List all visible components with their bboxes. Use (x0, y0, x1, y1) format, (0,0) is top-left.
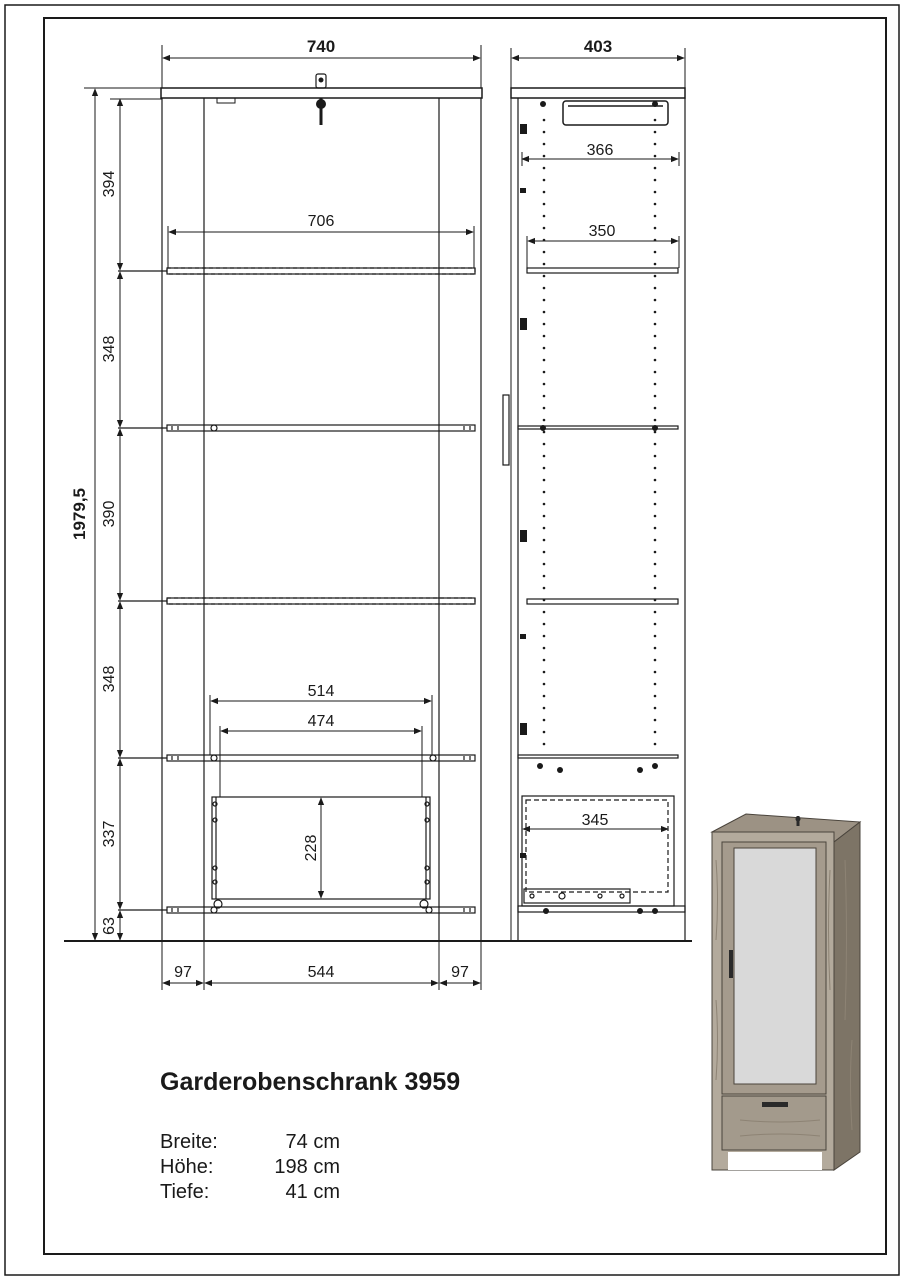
shelf-pin-hole (543, 659, 546, 662)
dim-middle: 544 (307, 964, 335, 981)
side-dimensions (511, 48, 685, 829)
shelf-pin-hole (543, 719, 546, 722)
shelf-pin-hole (654, 455, 657, 458)
shelf-pin-hole (543, 419, 546, 422)
shelf-pin-hole (543, 215, 546, 218)
shelf-pin-hole (654, 491, 657, 494)
lock-icon (316, 74, 326, 125)
shelf-pin-hole (654, 515, 657, 518)
shelf-pin-hole (543, 623, 546, 626)
shelf-pin-hole (543, 131, 546, 134)
shelf-pin-hole (654, 167, 657, 170)
shelf-pin-hole (543, 359, 546, 362)
shelf-pin-hole (654, 347, 657, 350)
shelf-pin-hole (654, 131, 657, 134)
shelf-pin-hole (543, 731, 546, 734)
dim-drawer-front: 514 (307, 683, 335, 700)
shelf-pin-hole (654, 179, 657, 182)
shelf-pin-hole (654, 719, 657, 722)
shelf-pin-hole (543, 467, 546, 470)
shelf-pin-hole (654, 647, 657, 650)
shelf-pin-hole (654, 479, 657, 482)
shelf-pin-hole (543, 539, 546, 542)
shelf-pin-hole (654, 539, 657, 542)
shelf-pin-hole (543, 503, 546, 506)
dim-upper-depth: 366 (586, 142, 614, 159)
spec-row-width (160, 1130, 340, 1155)
mirror-glass (734, 848, 816, 1084)
shelf-pin-hole (654, 611, 657, 614)
shelf-pin-hole (654, 371, 657, 374)
dim-side-right: 97 (451, 964, 469, 981)
shelf-pin-hole (654, 275, 657, 278)
shelf-pin-hole (654, 707, 657, 710)
shelf-pin-hole (654, 527, 657, 530)
shelf-pin-hole (543, 191, 546, 194)
shelf-pin-hole (543, 443, 546, 446)
shelf-pin-hole (654, 215, 657, 218)
spec-value: 198 cm (274, 1156, 340, 1178)
shelf-pin-hole (543, 695, 546, 698)
handle-side (503, 395, 509, 465)
shelf-pin-hole (543, 275, 546, 278)
dim-side-left: 97 (174, 964, 192, 981)
shelf-pin-hole (543, 635, 546, 638)
shelf-pin-hole (654, 335, 657, 338)
shelf-pin-hole (543, 263, 546, 266)
shelf-pin-hole (543, 683, 546, 686)
dim-total-height: 1979,5 (70, 488, 89, 540)
shelf-pin-hole (654, 659, 657, 662)
shelf-pin-hole (543, 479, 546, 482)
shelf-pin-hole (543, 287, 546, 290)
shelf-pin-hole (543, 311, 546, 314)
shelf-pin-hole (543, 371, 546, 374)
shelf-pin-hole (654, 359, 657, 362)
shelf-pin-hole (543, 383, 546, 386)
shelf-pin-hole (543, 455, 546, 458)
shelf-pin-hole (654, 671, 657, 674)
dim-depth: 403 (583, 37, 613, 56)
shelf-pin-hole (654, 623, 657, 626)
shelf-pin-hole (543, 179, 546, 182)
shelf-pin-hole (654, 683, 657, 686)
shelf-pin-hole (543, 395, 546, 398)
shelf-pin-hole (543, 167, 546, 170)
spec-row-depth (160, 1180, 340, 1205)
shelf-pin-hole (654, 731, 657, 734)
shelf-pin-hole (654, 251, 657, 254)
shelf-pin-hole (654, 395, 657, 398)
shelf-pin-hole (654, 431, 657, 434)
shelf-pin-hole (654, 383, 657, 386)
dim-compartment-2: 348 (101, 335, 118, 363)
shelf-pin-hole (543, 491, 546, 494)
shelf-pin-hole (543, 251, 546, 254)
dim-compartment-1: 394 (101, 170, 118, 198)
shelf-pin-hole (654, 563, 657, 566)
shelf-pin-hole (654, 323, 657, 326)
front-dimensions (84, 45, 481, 990)
dim-width: 740 (306, 37, 336, 56)
shelf-pin-hole (654, 743, 657, 746)
spec-label: Tiefe: (160, 1181, 210, 1203)
shelf-pin-hole (543, 563, 546, 566)
shelf-pin-hole (543, 119, 546, 122)
shelf-pin-hole (543, 155, 546, 158)
shelf-pin-hole (543, 335, 546, 338)
shelf-pin-hole (654, 287, 657, 290)
shelf-pin-hole (654, 467, 657, 470)
shelf-pin-hole (654, 575, 657, 578)
shelf-pin-hole (654, 191, 657, 194)
dim-drawer-depth: 345 (581, 812, 609, 829)
shelf-pin-hole (543, 551, 546, 554)
dim-compartment-4: 348 (101, 665, 118, 693)
shelf-pin-hole (543, 299, 546, 302)
shelf-pin-hole (654, 311, 657, 314)
shelf-pin-hole (654, 587, 657, 590)
spec-label: Höhe: (160, 1156, 214, 1178)
dim-shelf-depth: 350 (588, 223, 616, 240)
shelf-pin-hole (543, 203, 546, 206)
shelf-pin-hole (654, 635, 657, 638)
shelf-pin-hole (543, 407, 546, 410)
shelf-pin-hole (543, 587, 546, 590)
dim-drawer-height: 228 (303, 834, 320, 862)
shelf-pin-hole (654, 443, 657, 446)
shelf-pin-hole (654, 407, 657, 410)
wardrobe-illustration (712, 814, 860, 1170)
spec-row-height (160, 1155, 340, 1180)
shelf-pin-hole (543, 611, 546, 614)
dim-drawer-inner: 474 (307, 713, 335, 730)
dim-compartment-5: 337 (101, 820, 118, 848)
spec-value: 74 cm (285, 1131, 340, 1153)
shelf-pin-hole (654, 143, 657, 146)
shelf-pin-hole (543, 575, 546, 578)
front-view (118, 74, 482, 941)
dim-shelf-width: 706 (307, 213, 335, 230)
shelf-pin-hole (543, 515, 546, 518)
dim-compartment-6: 63 (101, 917, 118, 935)
shelf-pin-hole (543, 743, 546, 746)
shelf-pin-hole (654, 299, 657, 302)
dim-compartment-3: 390 (101, 500, 118, 528)
shelf-pin-hole (543, 707, 546, 710)
shelf-pin-hole (654, 551, 657, 554)
shelf-pin-hole (654, 419, 657, 422)
spec-list (160, 1130, 340, 1205)
shelf-pin-hole (543, 647, 546, 650)
shelf-pin-hole (654, 263, 657, 266)
shelf-pin-hole (543, 227, 546, 230)
shelf-pin-hole (543, 347, 546, 350)
shelf-pin-hole (654, 203, 657, 206)
product-title: Garderobenschrank 3959 (160, 1068, 461, 1096)
shelf-pin-hole (543, 143, 546, 146)
shelf-pin-hole (654, 695, 657, 698)
shelf-pin-hole (654, 155, 657, 158)
shelf-pin-hole (543, 671, 546, 674)
shelf-pin-hole (543, 323, 546, 326)
shelf-pin-hole (654, 227, 657, 230)
spec-label: Breite: (160, 1131, 218, 1153)
shelf-pin-hole (654, 119, 657, 122)
shelf-pin-hole (543, 431, 546, 434)
shelf-pin-hole (654, 503, 657, 506)
shelf-pin-hole (543, 527, 546, 530)
spec-value: 41 cm (285, 1181, 340, 1203)
